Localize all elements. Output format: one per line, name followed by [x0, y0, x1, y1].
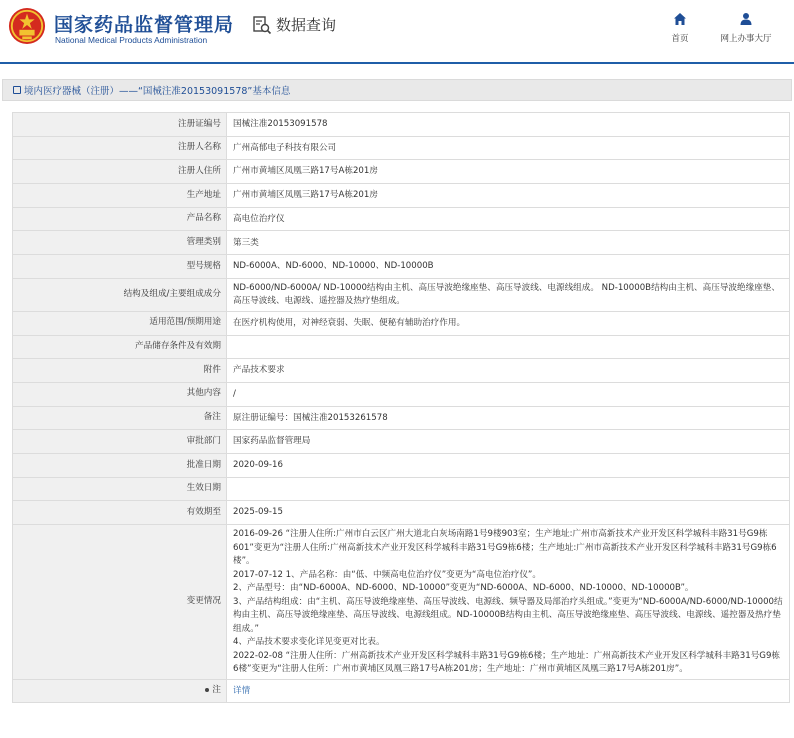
row-value: 国家药品监督管理局 [227, 430, 790, 454]
site-title-en: National Medical Products Administration [55, 35, 208, 45]
row-label: 其他内容 [13, 382, 227, 406]
table-row [13, 501, 790, 525]
nav-home[interactable] [650, 12, 710, 44]
table-row [13, 359, 790, 383]
notes-label: 注 [212, 685, 221, 696]
row-label: 注册人名称 [13, 136, 227, 160]
bullet-icon [205, 688, 209, 692]
row-label: 附件 [13, 359, 227, 383]
row-value: 在医疗机构使用，对神经衰弱、失眠、便秘有辅助治疗作用。 [227, 311, 790, 335]
nav-online-service-hall-label: 网上办事大厅 [720, 34, 772, 44]
row-label: 产品名称 [13, 207, 227, 231]
changes-label: 变更情况 [13, 525, 227, 680]
table-row-notes [13, 679, 790, 703]
row-label: 注册证编号 [13, 113, 227, 137]
row-label: 注册人住所 [13, 160, 227, 184]
table-row [13, 430, 790, 454]
change-line: 2、产品型号：由“ND-6000A、ND-6000、ND-10000”变更为“ND-6000A、ND-6000、ND-10000、ND-10000B”。 [233, 583, 694, 593]
row-label: 有效期至 [13, 501, 227, 525]
table-row [13, 335, 790, 359]
document-search-icon [252, 15, 272, 35]
table-row [13, 453, 790, 477]
table-row [13, 207, 790, 231]
changes-value [227, 525, 790, 680]
table-row [13, 113, 790, 137]
row-label: 型号规格 [13, 255, 227, 279]
table-row [13, 311, 790, 335]
breadcrumb-text: 境内医疗器械（注册）——“国械注准20153091578”基本信息 [24, 86, 291, 97]
table-row [13, 477, 790, 501]
registration-detail-table [12, 112, 790, 703]
row-label: 管理类别 [13, 231, 227, 255]
change-line: 4、产品技术要求变化详见变更对比表。 [233, 637, 385, 647]
table-row [13, 231, 790, 255]
row-value: 2025-09-15 [227, 501, 790, 525]
change-line: 3、产品结构组成：由“主机、高压导波绝缘座垫、高压导波线、电源线、频导器及局部治疗头组成。”变更为“ND-6000A/ND-6000/ND-10000结构由主机、高压导波绝缘座垫、高压导波线、电源线组成。ND-10000B结构由主机、高压导波绝缘座垫、高压导波线、电源线、遥控器及热疗垫组成。” [233, 596, 783, 634]
row-value: / [227, 382, 790, 406]
row-value: 广州高郁电子科技有限公司 [227, 136, 790, 160]
row-value: 国械注准20153091578 [227, 113, 790, 137]
table-row [13, 255, 790, 279]
row-value: ND-6000/ND-6000A/ ND-10000结构由主机、高压导波绝缘座垫、高压导波线、电源线组成。 ND-10000B结构由主机、高压导波绝缘座垫、高压导波线、电源线、遥控器及热疗垫组成。 [227, 278, 790, 311]
row-value [227, 335, 790, 359]
change-line: 2022-02-08 “注册人住所：广州高新技术产业开发区科学城科丰路31号G9栋6楼；生产地址：广州高新技术产业开发区科学城科丰路31号G9栋6楼”变更为“注册人住所：广州市黄埔区凤凰三路17号A栋201房；生产地址：广州市黄埔区凤凰三路17号A栋201房”。 [233, 650, 781, 674]
row-label: 产品储存条件及有效期 [13, 335, 227, 359]
national-emblem-icon [8, 7, 46, 45]
site-title-cn: 国家药品监督管理局 [54, 14, 235, 36]
details-link[interactable]: 详情 [233, 685, 251, 696]
data-query-title [252, 14, 336, 35]
table-row [13, 406, 790, 430]
change-line: 2016-09-26 “注册人住所:广州市白云区广州大道北白灰场南路1号9楼903室；生产地址:广州市高新技术产业开发区科学城科丰路31号G9栋601”变更为“注册人住所:广州高新技术产业开发区科学城科丰路31号G9栋6楼；生产地址:广州市高新技术产业开发区科学城科丰路31号G9栋6楼”。 [233, 529, 777, 566]
row-value: 2020-09-16 [227, 453, 790, 477]
row-value: 高电位治疗仪 [227, 207, 790, 231]
breadcrumb-square-icon [13, 86, 21, 94]
nav-home-label: 首页 [671, 34, 689, 44]
row-value: ND-6000A、ND-6000、ND-10000、ND-10000B [227, 255, 790, 279]
change-line: 2017-07-12 1、产品名称：由“低、中频高电位治疗仪”变更为“高电位治疗仪”。 [233, 569, 541, 580]
row-label: 生产地址 [13, 184, 227, 208]
table-row [13, 160, 790, 184]
row-label: 批准日期 [13, 453, 227, 477]
row-label: 适用范围/预期用途 [13, 311, 227, 335]
row-value: 原注册证编号：国械注准20153261578 [227, 406, 790, 430]
table-row [13, 278, 790, 311]
row-value: 广州市黄埔区凤凰三路17号A栋201房 [227, 160, 790, 184]
site-header [0, 0, 794, 64]
row-value [227, 477, 790, 501]
breadcrumb [2, 79, 792, 101]
data-query-label: 数据查询 [276, 16, 337, 34]
notes-label-cell [13, 679, 227, 703]
table-row [13, 184, 790, 208]
table-row [13, 382, 790, 406]
nav-online-service-hall[interactable] [712, 12, 780, 44]
notes-value [227, 679, 790, 703]
row-label: 生效日期 [13, 477, 227, 501]
row-label: 结构及组成/主要组成成分 [13, 278, 227, 311]
home-icon [673, 12, 687, 26]
row-label: 审批部门 [13, 430, 227, 454]
table-row-changes [13, 525, 790, 680]
row-label: 备注 [13, 406, 227, 430]
table-row [13, 136, 790, 160]
row-value: 产品技术要求 [227, 359, 790, 383]
row-value: 广州市黄埔区凤凰三路17号A栋201房 [227, 184, 790, 208]
user-icon [739, 12, 753, 26]
row-value: 第三类 [227, 231, 790, 255]
